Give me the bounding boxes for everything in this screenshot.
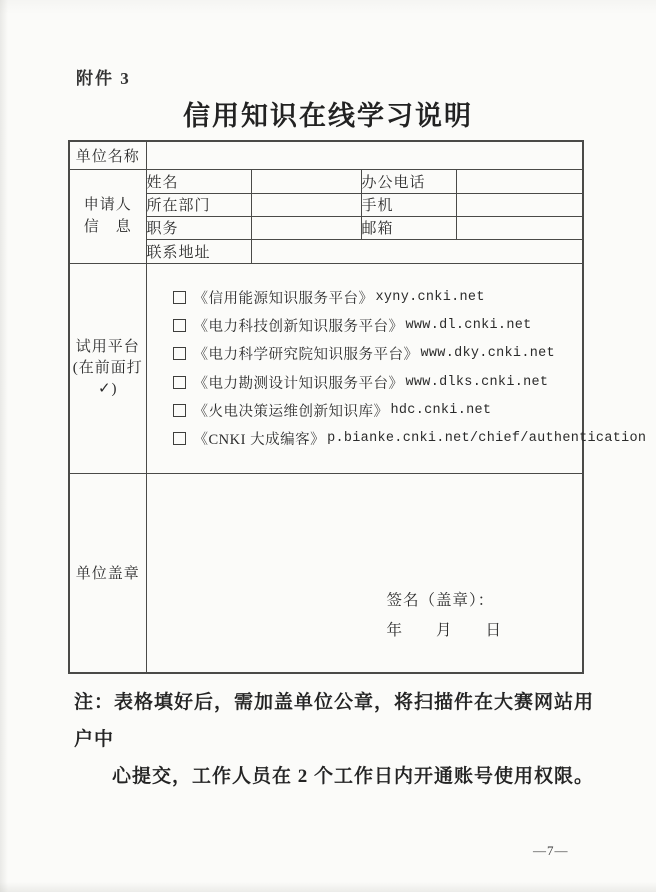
checkbox-icon <box>173 347 186 360</box>
platform-url: hdc.cnki.net <box>390 402 492 418</box>
footer-note <box>74 684 594 795</box>
trial-platform-label <box>69 263 146 473</box>
page-number: —7— <box>533 843 569 858</box>
mobile-field <box>456 193 583 216</box>
email-field <box>456 216 583 239</box>
platform-url: www.dlks.cnki.net <box>405 374 549 390</box>
row-address <box>69 239 583 263</box>
checkbox-icon <box>173 319 186 332</box>
platform-item <box>173 372 577 393</box>
document-title: 信用知识在线学习说明 <box>183 101 473 131</box>
position-label: 职务 <box>146 216 251 239</box>
unit-seal-label: 单位盖章 <box>69 473 146 673</box>
platform-url: xyny.cnki.net <box>375 290 485 305</box>
platform-name: 《火电决策运维创新知识库》 <box>193 403 389 420</box>
platform-item <box>173 315 577 336</box>
platform-name: 《电力勘测设计知识服务平台》 <box>193 375 404 392</box>
platform-item <box>173 400 577 421</box>
name-field <box>251 169 361 193</box>
date-line: 年 月 日 <box>386 621 503 639</box>
office-phone-field <box>456 169 583 193</box>
row-trial-platforms <box>69 263 583 473</box>
row-unit-seal <box>69 473 583 673</box>
platform-name: 《电力科学研究院知识服务平台》 <box>193 347 419 364</box>
applicant-label-line1: 申请人 <box>83 197 132 213</box>
office-phone-label: 办公电话 <box>361 169 456 193</box>
position-field <box>251 216 361 239</box>
application-form-table <box>68 140 647 674</box>
note-line2: 心提交，工作人员在 2 个工作日内开通账号使用权限。 <box>112 766 595 787</box>
platform-url: p.bianke.cnki.net/chief/authentication <box>327 430 647 446</box>
checkbox-icon <box>173 432 186 445</box>
platform-list <box>147 275 647 461</box>
address-field <box>251 239 583 263</box>
row-name-phone <box>69 169 583 193</box>
platform-url: www.dl.cnki.net <box>405 318 532 334</box>
platform-name: 《电力科技创新知识服务平台》 <box>193 319 404 336</box>
row-position-email <box>69 216 583 239</box>
trial-platform-list-cell <box>146 263 647 473</box>
signature-label: 签名（盖章）： <box>386 591 495 609</box>
applicant-label-line2: 信 息 <box>83 219 132 235</box>
platform-url: www.dky.cnki.net <box>420 346 555 362</box>
department-field <box>251 193 361 216</box>
mobile-label: 手机 <box>361 193 456 216</box>
row-department-mobile <box>69 193 583 216</box>
unit-name-label: 单位名称 <box>69 141 146 169</box>
note-line1: 注：表格填好后，需加盖单位公章，将扫描件在大赛网站用户中 <box>74 692 595 750</box>
unit-name-field <box>146 141 583 169</box>
email-label: 邮箱 <box>361 216 456 239</box>
department-label: 所在部门 <box>146 193 251 216</box>
signature-block <box>387 586 503 646</box>
row-unit-name <box>69 141 583 169</box>
trial-label-line2: (在前面打 <box>72 359 143 376</box>
checkbox-icon <box>173 404 186 417</box>
checkbox-icon <box>173 376 186 389</box>
name-label: 姓名 <box>146 169 251 193</box>
platform-item <box>173 343 577 364</box>
platform-item <box>173 428 647 449</box>
applicant-info-label <box>69 169 146 263</box>
platform-item <box>173 287 577 308</box>
trial-label-line1: 试用平台 <box>75 338 140 355</box>
address-label: 联系地址 <box>146 239 251 263</box>
platform-name: 《信用能源知识服务平台》 <box>193 291 374 307</box>
check-mark-glyph: ✓) <box>97 380 118 397</box>
platform-name: 《CNKI 大成编客》 <box>193 431 326 448</box>
checkbox-icon <box>173 291 186 304</box>
seal-signature-cell <box>146 473 583 673</box>
attachment-label: 附件 3 <box>76 69 131 88</box>
